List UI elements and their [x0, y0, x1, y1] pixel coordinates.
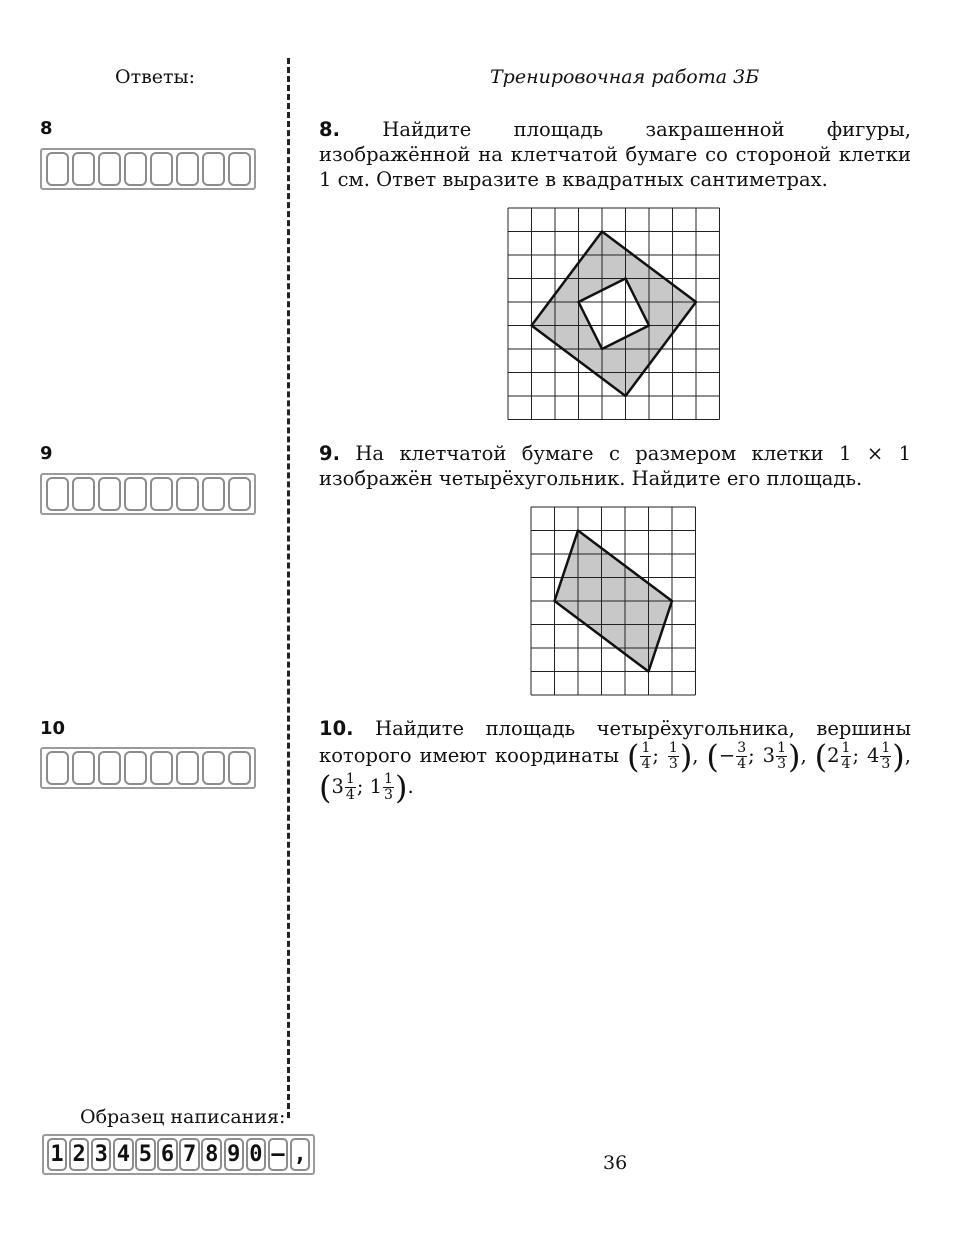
answer-boxes-8[interactable] [40, 148, 256, 190]
sample-char: 1 [47, 1138, 68, 1171]
sample-char: 7 [179, 1138, 200, 1171]
answer-cell[interactable] [46, 751, 69, 785]
shaded-region [532, 232, 697, 397]
task-8-number: 8. [319, 118, 340, 141]
task-8-text: Найдите площадь закрашенной фигуры, изображённой на клетчатой бумаге со стороной клетки 1 см. Ответ выразите в квадратных сантиметрах. [319, 118, 911, 191]
answers-header: Ответы: [115, 66, 196, 88]
sample-char: 3 [91, 1138, 112, 1171]
sample-label: Образец написания: [80, 1106, 286, 1128]
answer-cell[interactable] [72, 751, 95, 785]
sample-char: 4 [113, 1138, 134, 1171]
answer-cell[interactable] [202, 152, 225, 186]
coordinate-point: (3 $\frac{1}{4}$ ; 1 $\frac{1}{3}$ ). [319, 768, 414, 807]
answer-number-8: 8 [40, 118, 53, 139]
task-10-number: 10. [319, 717, 354, 740]
sample-char: – [268, 1138, 289, 1171]
answer-boxes-10[interactable] [40, 747, 256, 789]
sample-writing [42, 1134, 315, 1175]
figure-8-grid [507, 207, 723, 423]
answer-cell[interactable] [202, 751, 225, 785]
answer-cell[interactable] [124, 477, 147, 511]
task-8 [319, 117, 911, 192]
sample-char: 0 [246, 1138, 267, 1171]
answer-cell[interactable] [202, 477, 225, 511]
task-9-number: 9. [319, 442, 340, 465]
dashed-divider [287, 58, 290, 1118]
answer-cell[interactable] [72, 152, 95, 186]
answer-cell[interactable] [98, 152, 121, 186]
answer-cell[interactable] [150, 751, 173, 785]
answer-cell[interactable] [124, 751, 147, 785]
answer-boxes-9[interactable] [40, 473, 256, 515]
work-title: Тренировочная работа 3Б [490, 66, 760, 88]
answer-cell[interactable] [176, 751, 199, 785]
answer-cell[interactable] [72, 477, 95, 511]
coordinate-point: ( $\frac{1}{4}$ ; $\frac{1}{3}$ ), [626, 737, 707, 776]
answer-cell[interactable] [228, 477, 251, 511]
answer-number-9: 9 [40, 443, 53, 464]
answer-cell[interactable] [176, 477, 199, 511]
answer-cell[interactable] [176, 152, 199, 186]
sample-char: 2 [69, 1138, 90, 1171]
answer-cell[interactable] [150, 477, 173, 511]
page-number: 36 [603, 1152, 628, 1174]
answer-cell[interactable] [46, 477, 69, 511]
task-10-text: Найдите площадь четырёхугольника, вершины которого имеют координаты [319, 717, 912, 767]
answer-cell[interactable] [46, 152, 69, 186]
coordinate-point: (2 $\frac{1}{4}$ ; 4 $\frac{1}{3}$ ), [814, 737, 911, 776]
sample-char: 8 [201, 1138, 222, 1171]
sample-char: 6 [157, 1138, 178, 1171]
answer-number-10: 10 [40, 718, 66, 739]
sample-char: 5 [135, 1138, 156, 1171]
answer-cell[interactable] [98, 477, 121, 511]
answer-cell[interactable] [124, 152, 147, 186]
task-10 [319, 716, 912, 807]
task-9 [319, 441, 911, 491]
answer-cell[interactable] [228, 751, 251, 785]
task-9-text: На клетчатой бумаге с размером клетки 1 × 1 изображён четырёхугольник. Найдите его площадь. [319, 442, 912, 490]
answer-cell[interactable] [98, 751, 121, 785]
answer-cell[interactable] [228, 152, 251, 186]
sample-char: 9 [224, 1138, 245, 1171]
answer-cell[interactable] [150, 152, 173, 186]
figure-9-grid [530, 506, 699, 698]
coordinate-point: (− $\frac{3}{4}$ ; 3 $\frac{1}{3}$ ), [706, 737, 815, 776]
sample-char: , [290, 1138, 311, 1171]
